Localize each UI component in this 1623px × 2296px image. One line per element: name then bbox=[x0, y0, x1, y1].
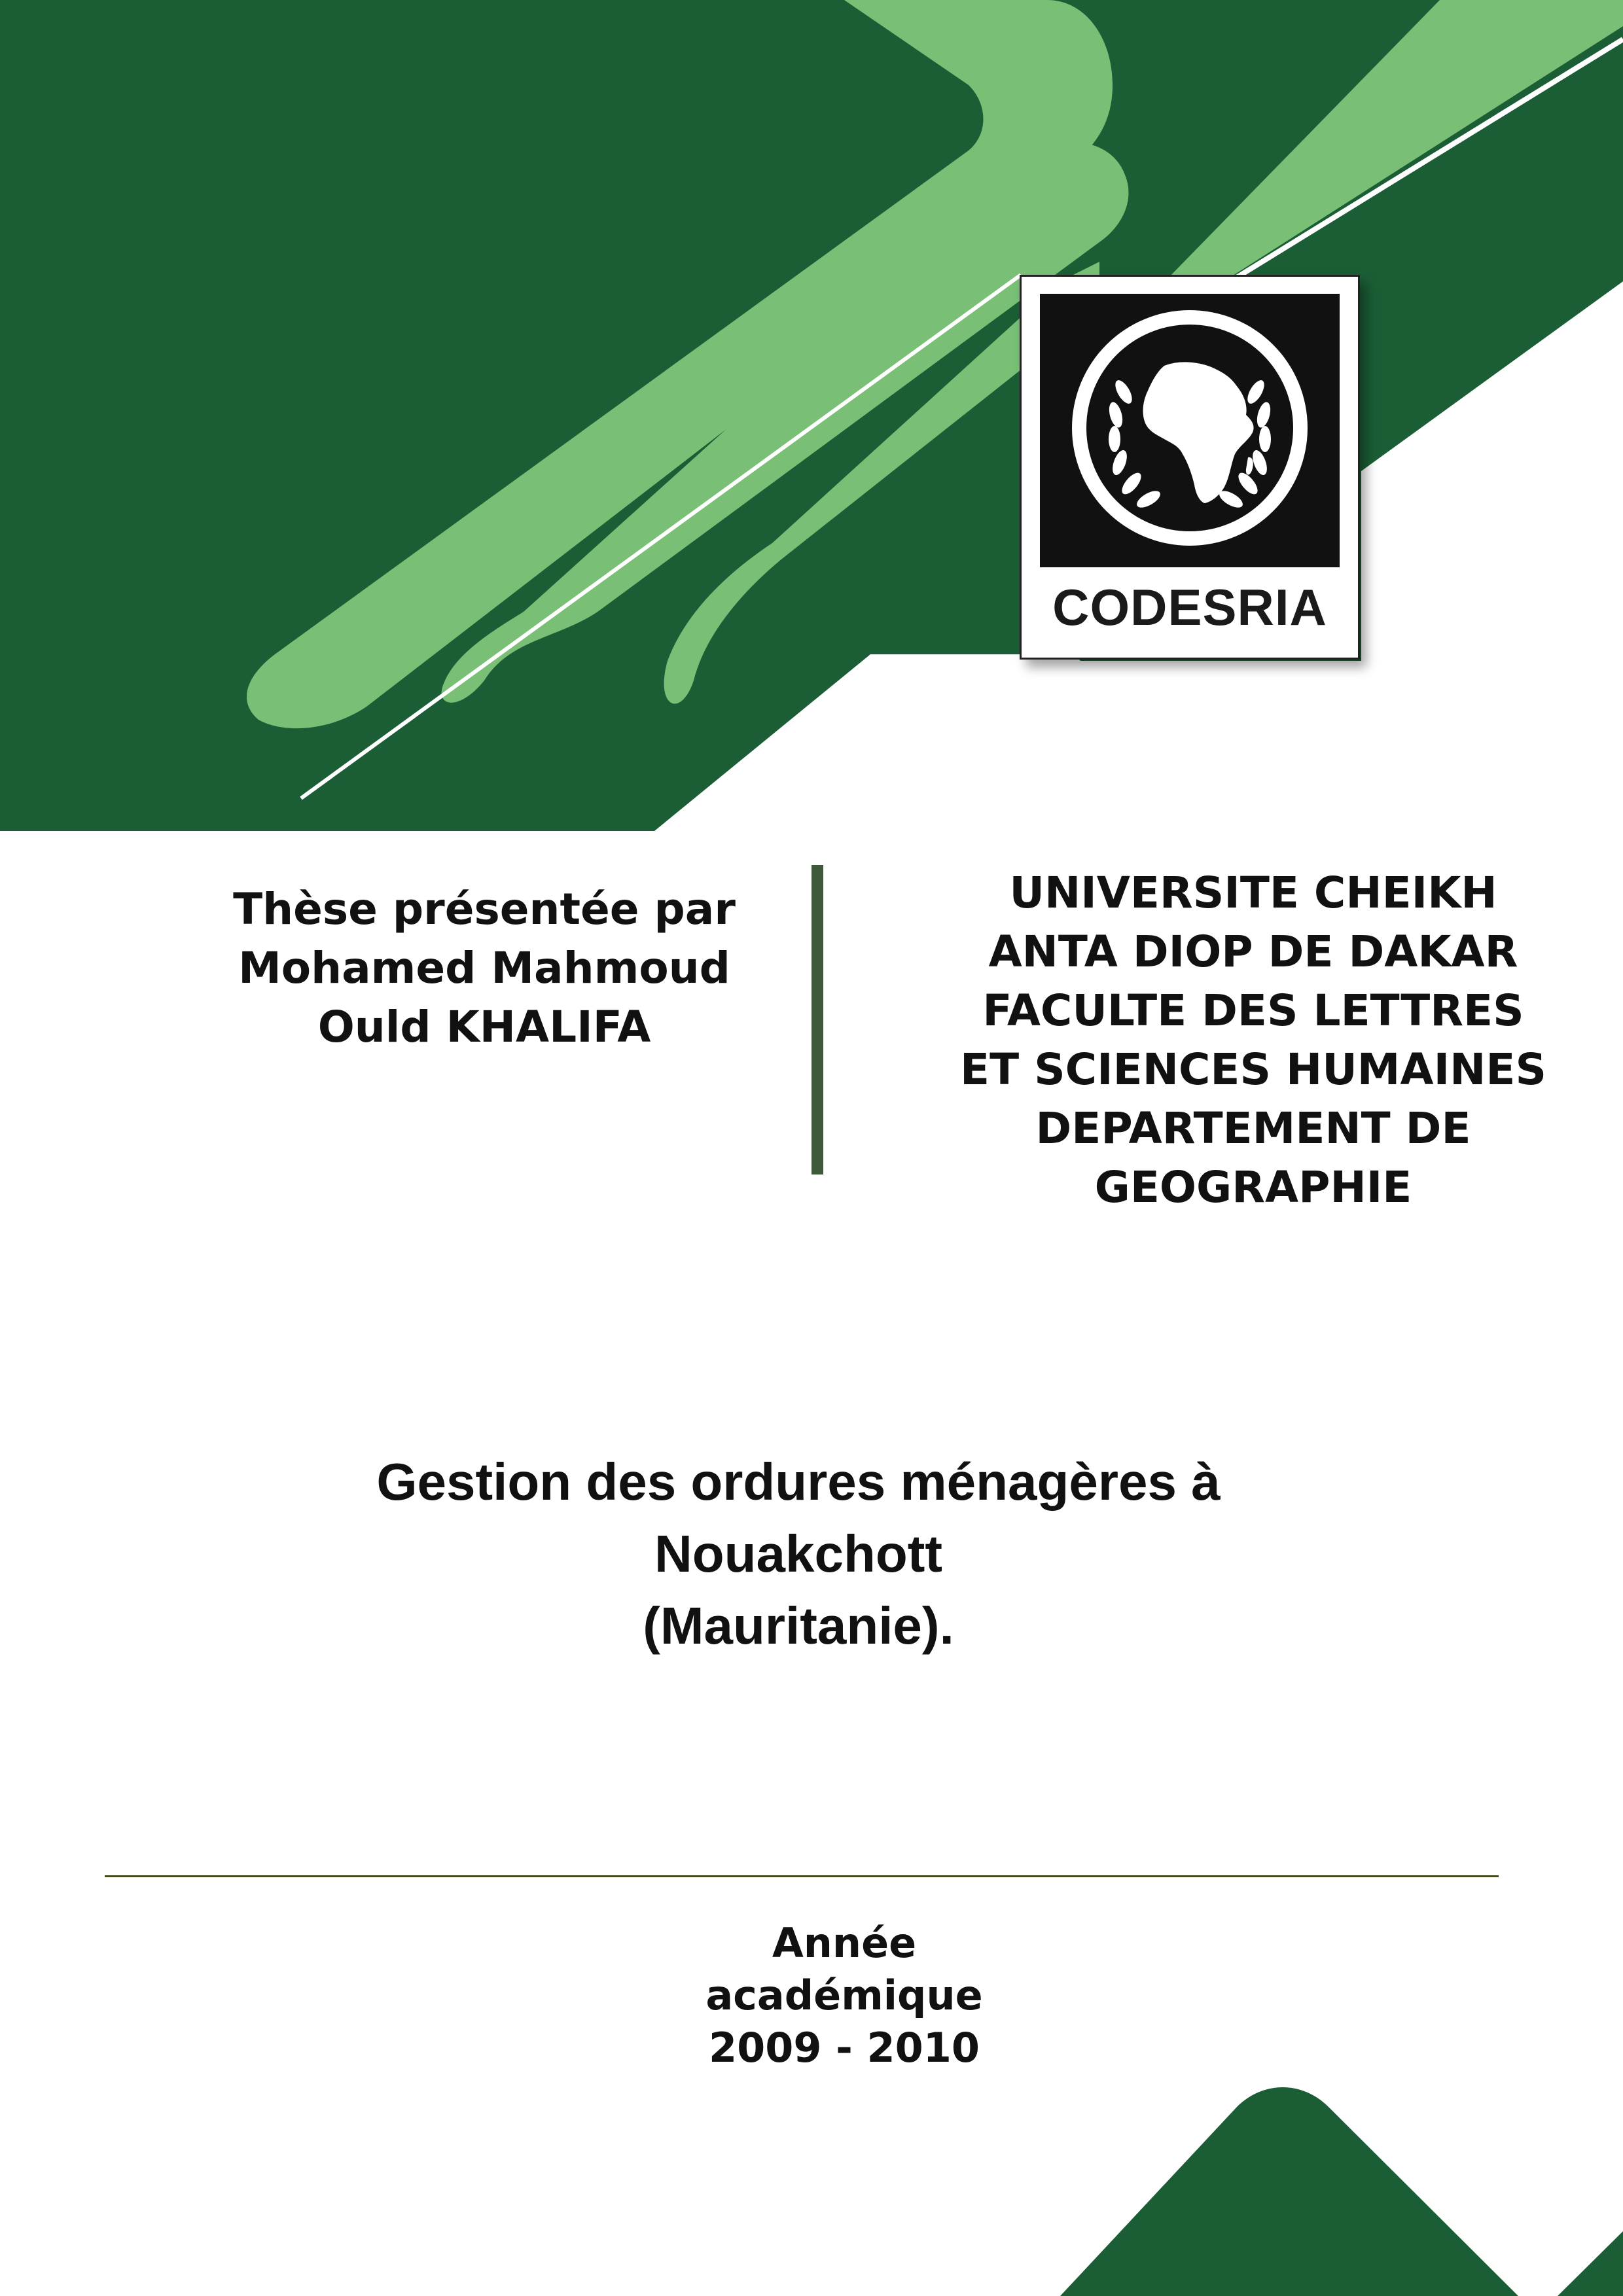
vertical-divider bbox=[812, 865, 823, 1174]
horizontal-divider bbox=[105, 1875, 1499, 1877]
institution-line: UNIVERSITE CHEIKH bbox=[1009, 868, 1497, 918]
footer-right-green-block bbox=[1558, 2231, 1623, 2296]
institution-line: ET SCIENCES HUMAINES bbox=[960, 1044, 1546, 1095]
institution-block bbox=[877, 864, 1623, 1217]
institution-line: DEPARTEMENT DE bbox=[1035, 1103, 1471, 1154]
institution-line: ANTA DIOP DE DAKAR bbox=[988, 927, 1518, 977]
footer-corner-shape bbox=[1060, 2068, 1623, 2296]
thesis-title bbox=[262, 1446, 1335, 1662]
title-line: (Mauritanie). bbox=[643, 1597, 954, 1655]
author-line: Thèse présentée par bbox=[233, 884, 736, 934]
institution-line: GEOGRAPHIE bbox=[1094, 1162, 1412, 1212]
title-line: Gestion des ordures ménagères à bbox=[376, 1453, 1221, 1511]
africa-laurel-emblem-icon bbox=[1040, 294, 1340, 567]
year-line: académique bbox=[705, 1971, 983, 2019]
footer-dark-green-triangle bbox=[1060, 2087, 1518, 2296]
codesria-logo bbox=[1020, 275, 1360, 660]
logo-wordmark: CODESRIA bbox=[1052, 578, 1327, 636]
author-line: Mohamed Mahmoud bbox=[238, 943, 730, 993]
year-line: 2009 - 2010 bbox=[708, 2024, 980, 2072]
title-line: Nouakchott bbox=[654, 1525, 942, 1583]
author-line: Ould KHALIFA bbox=[317, 1002, 651, 1052]
logo-black-panel bbox=[1040, 294, 1340, 567]
author-block bbox=[164, 880, 805, 1057]
header-banner bbox=[0, 0, 1623, 831]
year-line: Année bbox=[772, 1919, 917, 1967]
academic-year-block bbox=[582, 1917, 1106, 2074]
institution-line: FACULTE DES LETTRES bbox=[982, 985, 1524, 1036]
